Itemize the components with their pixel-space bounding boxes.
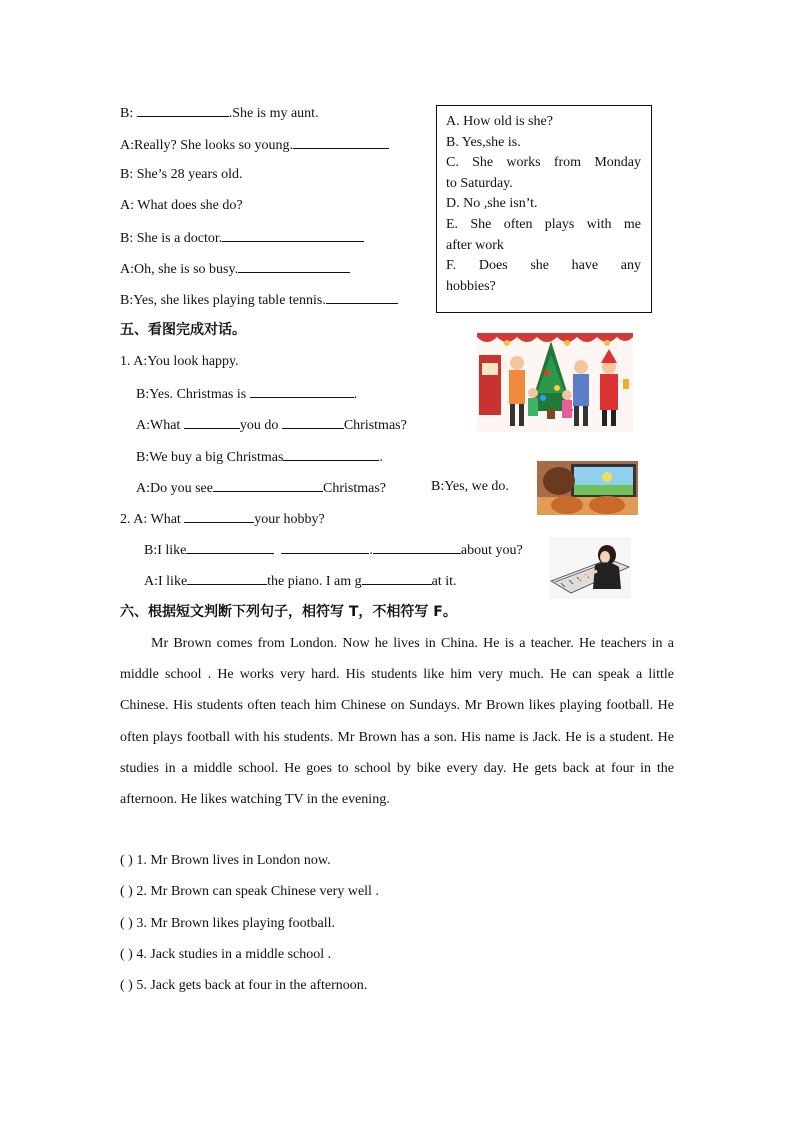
answer-bracket[interactable]: ( )	[120, 853, 133, 868]
answer-bracket[interactable]: ( )	[120, 947, 133, 962]
answer-blank[interactable]	[283, 447, 379, 461]
q1-line-4: B:We buy a big Christmas .	[136, 447, 383, 467]
answer-blank[interactable]	[137, 103, 229, 117]
answer-blank[interactable]	[281, 540, 369, 554]
option-f-cont: hobbies?	[446, 278, 496, 294]
reading-passage: Mr Brown comes from London. Now he lives in China. He is a teacher. He teachers in a middle school . He works very hard. His students like him very much. He can speak a little Chinese. His students often teach him Chinese on Sundays. Mr Brown likes playing football. He often plays football with his students. Mr Brown has a son. His name is Jack. He is a student. He studies in a middle school. He goes to school by bike every day. He gets back at four in the afternoon. He likes watching TV in the evening.	[120, 636, 674, 808]
answer-blank[interactable]	[184, 415, 240, 429]
statement-1: ( ) 1. Mr Brown lives in London now.	[120, 853, 331, 868]
q2-line-3: A:I like the piano. I am g at it.	[144, 571, 457, 591]
dialogue-line-3: B: She’s 28 years old.	[120, 167, 243, 182]
answer-blank[interactable]	[250, 384, 354, 398]
dialogue-line-2: A:Really? She looks so young.	[120, 135, 389, 155]
answer-blank[interactable]	[238, 259, 350, 273]
answer-bracket[interactable]: ( )	[120, 916, 133, 931]
options-box	[436, 105, 652, 313]
dialogue-line-5: B: She is a doctor.	[120, 228, 364, 248]
answer-blank[interactable]	[187, 571, 267, 585]
statement-3: ( ) 3. Mr Brown likes playing football.	[120, 916, 336, 931]
option-c: C. She works from Monday	[446, 155, 641, 171]
option-f: F. Does she have any	[446, 258, 641, 274]
statement-5: ( ) 5. Jack gets back at four in the afternoon.	[120, 978, 368, 993]
answer-blank[interactable]	[326, 290, 398, 304]
q1-line-3: A:What you do Christmas?	[136, 415, 407, 435]
dialogue-line-7: B:Yes, she likes playing table tennis.	[120, 290, 398, 310]
answer-blank[interactable]	[293, 135, 389, 149]
option-a: A. How old is she?	[446, 114, 553, 129]
q1-line-5-answer: B:Yes, we do.	[431, 479, 509, 494]
answer-blank[interactable]	[282, 415, 344, 429]
q1-line-2: B:Yes. Christmas is .	[136, 384, 357, 404]
answer-bracket[interactable]: ( )	[120, 884, 133, 899]
statement-4: ( ) 4. Jack studies in a middle school .	[120, 947, 332, 962]
answer-blank[interactable]	[222, 228, 364, 242]
answer-blank[interactable]	[213, 478, 323, 492]
family-watching-tv-image	[537, 461, 638, 515]
answer-blank[interactable]	[184, 509, 254, 523]
dialogue-line-6: A:Oh, she is so busy.	[120, 259, 350, 279]
option-d: D. No ,she isn’t.	[446, 196, 538, 212]
option-c-cont: to Saturday.	[446, 175, 513, 191]
section-five-title: 五、看图完成对话。	[120, 322, 246, 338]
christmas-family-image	[477, 333, 633, 432]
option-e: E. She often plays with me	[446, 216, 641, 232]
answer-blank[interactable]	[373, 540, 461, 554]
answer-blank[interactable]	[186, 540, 274, 554]
dialogue-line-1: B: .She is my aunt.	[120, 103, 319, 123]
answer-blank[interactable]	[362, 571, 432, 585]
dialogue-line-4: A: What does she do?	[120, 198, 243, 213]
q1-line-5: A:Do you see Christmas?	[136, 478, 386, 498]
option-b: B. Yes,she is.	[446, 134, 521, 150]
q2-line-2: B:I like . about you?	[144, 540, 523, 560]
q2-line-1: 2. A: What your hobby?	[120, 509, 325, 529]
answer-bracket[interactable]: ( )	[120, 978, 133, 993]
section-six-title: 六、根据短文判断下列句子，相符写 T，不相符写 F。	[120, 604, 457, 620]
girl-playing-piano-image	[549, 537, 631, 599]
option-e-cont: after work	[446, 237, 504, 253]
statement-2: ( ) 2. Mr Brown can speak Chinese very well .	[120, 884, 379, 899]
q1-line-1: 1. A:You look happy.	[120, 354, 239, 369]
